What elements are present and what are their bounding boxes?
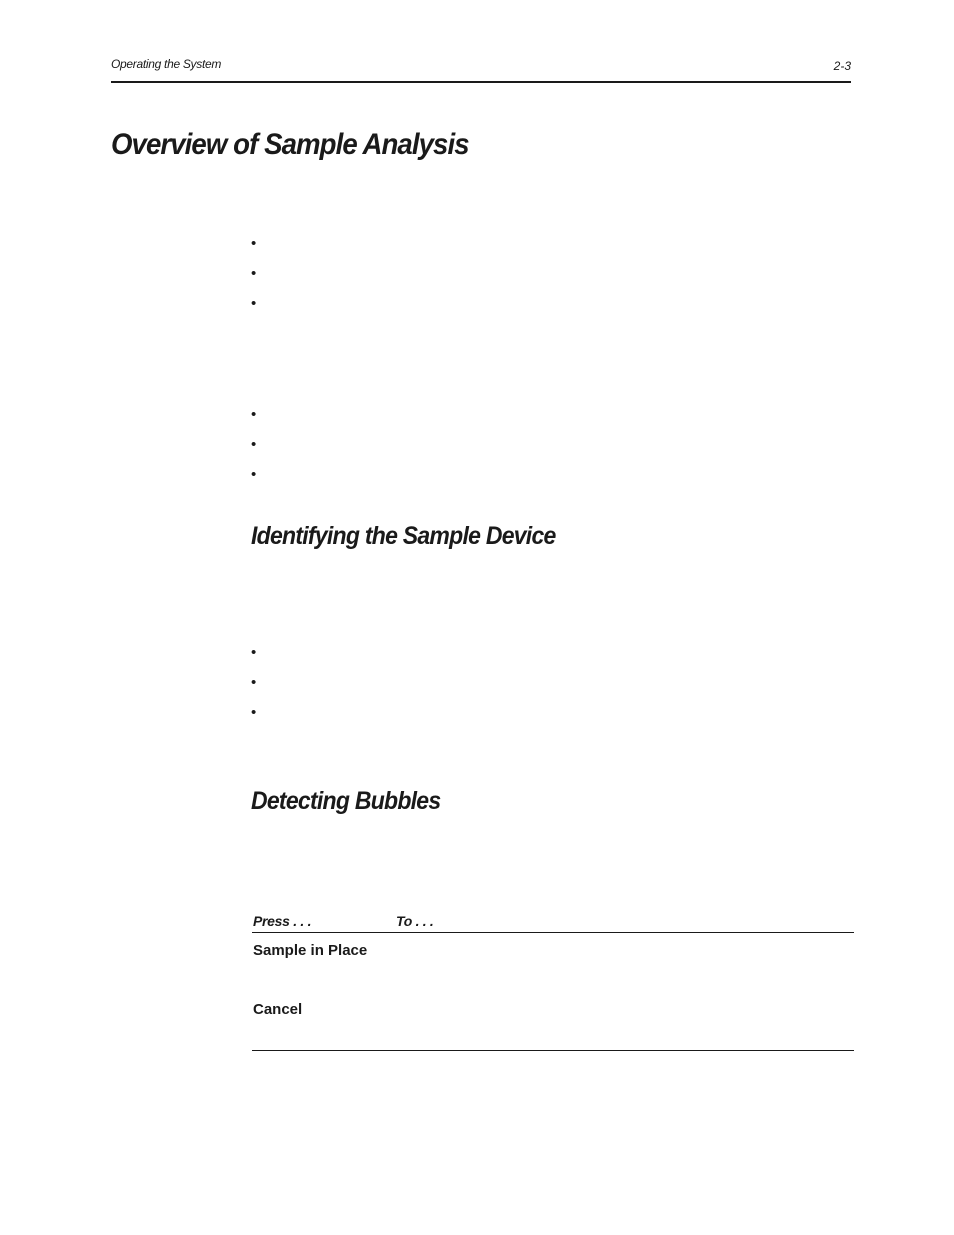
bullet-marker: • xyxy=(251,406,257,423)
key-cancel: Cancel xyxy=(253,1001,303,1018)
bullet-marker: • xyxy=(251,235,257,252)
table-bottom-rule xyxy=(252,1050,854,1051)
section-title-bubbles: Detecting Bubbles xyxy=(251,787,441,815)
running-header xyxy=(111,57,851,83)
bullet-marker: • xyxy=(251,265,257,282)
bullet-marker: • xyxy=(251,674,257,691)
page-title: Overview of Sample Analysis xyxy=(111,128,469,161)
bullet-marker: • xyxy=(251,436,257,453)
bullet-marker: • xyxy=(251,466,257,483)
page-number: 2-3 xyxy=(833,59,851,73)
column-header-press: Press . . . xyxy=(253,913,312,929)
key-sample-in-place: Sample in Place xyxy=(253,942,368,959)
bullet-marker: • xyxy=(251,295,257,312)
section-title-identifying: Identifying the Sample Device xyxy=(251,522,556,550)
bullet-marker: • xyxy=(251,644,257,661)
running-title: Operating the System xyxy=(111,57,222,71)
bullet-marker: • xyxy=(251,704,257,721)
column-header-to: To . . . xyxy=(396,913,434,929)
table-header-rule xyxy=(252,932,854,933)
